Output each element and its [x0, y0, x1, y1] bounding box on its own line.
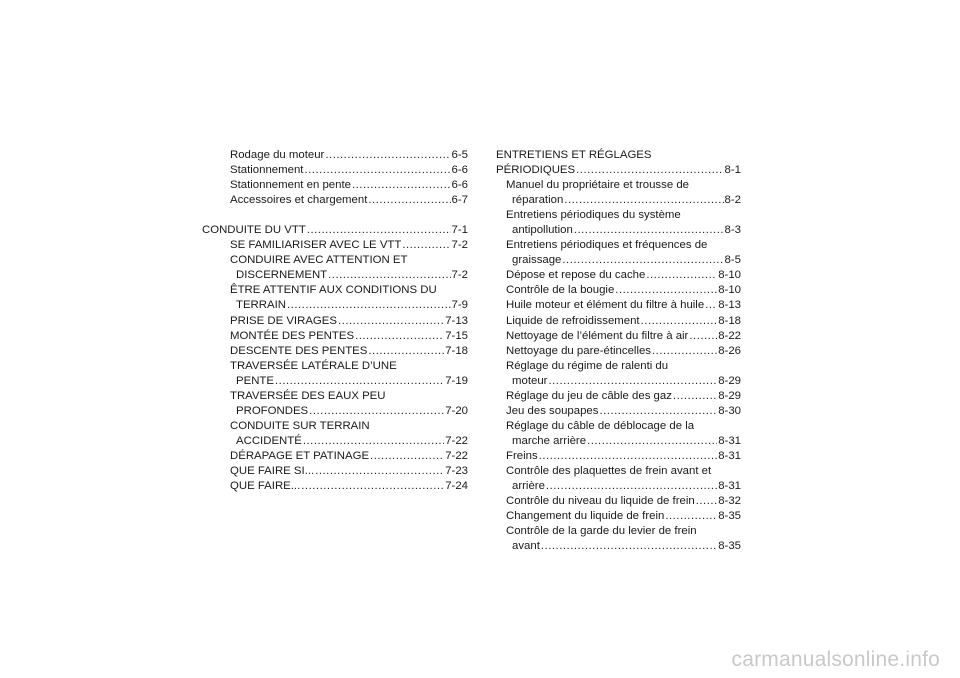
- toc-entry: [512, 193, 741, 208]
- toc-entry-title: DESCENTE DES PENTES: [230, 344, 368, 357]
- toc-entry: [506, 238, 741, 253]
- toc-entry-title: Contrôle des plaquettes de frein avant et: [506, 464, 712, 477]
- toc-entry: [506, 344, 741, 359]
- toc-leader-dots: [705, 298, 717, 313]
- toc-page-number: 8-26: [718, 344, 741, 357]
- toc-entry: [230, 344, 468, 359]
- toc-entry: [506, 359, 741, 374]
- toc-entry: [506, 208, 741, 223]
- toc-entry-title: Contrôle de la garde du levier de frein: [506, 525, 697, 538]
- toc-entry-title: ENTRETIENS ET RÉGLAGES: [496, 149, 652, 161]
- toc-entry-title: TRAVERSÉE DES EAUX PEU: [230, 389, 386, 402]
- toc-entry-title: TERRAIN: [236, 299, 286, 312]
- toc-entry-title: Réglage du régime de ralenti du: [506, 359, 669, 372]
- toc-right-column: [496, 148, 741, 554]
- toc-entry-title: MONTÉE DES PENTES: [230, 329, 355, 342]
- toc-entry-title: QUE FAIRE SI...: [230, 464, 315, 477]
- toc-entry: [230, 178, 468, 193]
- toc-entry-title: Entretiens périodiques et fréquences de: [506, 239, 708, 252]
- toc-leader-dots: [287, 298, 451, 313]
- toc-entry: [506, 449, 741, 464]
- watermark-text: carmanualsonline.info: [731, 648, 940, 671]
- toc-entry: [236, 434, 468, 449]
- toc-entry-title: Contrôle de la bougie: [506, 284, 615, 297]
- toc-page-number: 8-30: [718, 404, 741, 417]
- toc-page-number: 7-24: [445, 480, 468, 493]
- toc-leader-dots: [665, 509, 717, 524]
- toc-leader-dots: [304, 163, 450, 178]
- toc-leader-dots: [338, 314, 444, 329]
- toc-entry-title: Réglage du câble de déblocage de la: [506, 419, 695, 432]
- toc-page-number: 7-2: [451, 239, 468, 252]
- toc-page-number: 8-31: [718, 434, 741, 447]
- toc-leader-dots: [301, 479, 444, 494]
- toc-page-number: 7-22: [445, 434, 468, 447]
- toc-entry: [506, 268, 741, 283]
- toc-entry-title: DÉRAPAGE ET PATINAGE: [230, 449, 370, 462]
- toc-entry: [506, 283, 741, 298]
- toc-page-number: 7-18: [445, 344, 468, 357]
- toc-entry: [236, 298, 468, 313]
- toc-page-number: 7-15: [445, 329, 468, 342]
- toc-leader-dots: [368, 193, 450, 208]
- toc-page-number: 7-9: [451, 299, 468, 312]
- toc-leader-dots: [615, 283, 717, 298]
- toc-page-number: 7-22: [445, 449, 468, 462]
- toc-leader-dots: [576, 163, 723, 178]
- toc-entry-title: moteur: [512, 374, 548, 387]
- toc-leader-dots: [402, 238, 450, 253]
- toc-entry-title: Dépose et repose du cache: [506, 269, 646, 282]
- toc-entry-title: CONDUITE SUR TERRAIN: [230, 419, 370, 432]
- toc-entry: [506, 178, 741, 193]
- toc-entry: [512, 374, 741, 389]
- toc-leader-dots: [541, 539, 717, 554]
- toc-entry-title: Freins: [506, 449, 538, 462]
- toc-entry: [230, 283, 468, 298]
- toc-entry: [202, 223, 468, 238]
- toc-leader-dots: [325, 148, 450, 163]
- toc-entry-title: graissage: [512, 254, 562, 267]
- toc-page-number: 8-18: [718, 314, 741, 327]
- toc-page-number: 6-7: [451, 194, 468, 207]
- toc-entry-title: Nettoyage de l’élément du filtre à air: [506, 329, 689, 342]
- toc-entry-title: CONDUIRE AVEC ATTENTION ET: [230, 254, 408, 267]
- toc-entry: [496, 148, 741, 163]
- toc-page-number: 8-35: [718, 540, 741, 553]
- toc-left-column: [202, 148, 468, 494]
- toc-page-number: 8-35: [718, 510, 741, 523]
- toc-leader-dots: [641, 314, 718, 329]
- toc-entry-title: ÊTRE ATTENTIF AUX CONDITIONS DU: [230, 284, 437, 297]
- toc-leader-dots: [689, 329, 717, 344]
- toc-entry: [506, 524, 741, 539]
- toc-entry-title: Rodage du moteur: [230, 149, 325, 161]
- toc-page-number: 7-1: [451, 224, 468, 237]
- toc-leader-dots: [539, 449, 718, 464]
- toc-entry: [236, 404, 468, 419]
- toc-entry-title: Nettoyage du pare-étincelles: [506, 344, 652, 357]
- toc-entry-title: Liquide de refroidissement: [506, 314, 640, 327]
- toc-leader-dots: [562, 253, 723, 268]
- toc-entry: [230, 193, 468, 208]
- toc-page-number: 8-5: [724, 254, 741, 267]
- toc-page-number: 7-20: [445, 404, 468, 417]
- toc-spacer: [230, 208, 468, 223]
- toc-leader-dots: [646, 268, 717, 283]
- toc-leader-dots: [564, 193, 723, 208]
- toc-leader-dots: [368, 344, 444, 359]
- toc-entry-title: Manuel du propriétaire et trousse de: [506, 179, 689, 192]
- toc-entry-title: CONDUITE DU VTT: [202, 224, 306, 237]
- toc-entry: [506, 509, 741, 524]
- toc-entry-title: marche arrière: [512, 434, 587, 447]
- toc-entry: [230, 479, 468, 494]
- toc-entry: [230, 359, 468, 374]
- toc-leader-dots: [309, 404, 444, 419]
- toc-leader-dots: [370, 449, 444, 464]
- toc-page-number: 8-22: [718, 329, 741, 342]
- toc-page-number: 8-29: [718, 374, 741, 387]
- toc-entry: [230, 449, 468, 464]
- toc-entry: [506, 389, 741, 404]
- toc-page-number: 8-10: [718, 269, 741, 282]
- toc-leader-dots: [352, 178, 451, 193]
- toc-leader-dots: [328, 268, 450, 283]
- toc-leader-dots: [275, 374, 444, 389]
- toc-leader-dots: [315, 464, 444, 479]
- toc-leader-dots: [696, 494, 717, 509]
- toc-entry-title: antipollution: [512, 224, 573, 237]
- toc-leader-dots: [587, 434, 717, 449]
- toc-entry-title: ACCIDENTÉ: [236, 434, 302, 447]
- toc-leader-dots: [307, 223, 451, 238]
- toc-page-number: 8-3: [724, 224, 741, 237]
- toc-page-number: 6-5: [451, 149, 468, 161]
- toc-entry-title: arrière: [512, 480, 545, 493]
- toc-entry-title: QUE FAIRE...: [230, 480, 301, 493]
- toc-entry: [506, 298, 741, 313]
- toc-page-number: 8-31: [718, 449, 741, 462]
- toc-entry: [506, 494, 741, 509]
- toc-entry-title: réparation: [512, 194, 564, 207]
- toc-entry: [506, 464, 741, 479]
- toc-entry-title: PRISE DE VIRAGES: [230, 314, 337, 327]
- toc-entry: [512, 539, 741, 554]
- toc-entry-title: PROFONDES: [236, 404, 309, 417]
- toc-entry: [230, 329, 468, 344]
- toc-entry-title: Changement du liquide de frein: [506, 510, 665, 523]
- toc-page-number: 8-1: [724, 164, 741, 177]
- toc-entry: [230, 419, 468, 434]
- toc-page-number: 6-6: [451, 164, 468, 177]
- toc-entry: [230, 314, 468, 329]
- toc-leader-dots: [574, 223, 724, 238]
- toc-leader-dots: [548, 374, 717, 389]
- toc-entry-title: PENTE: [236, 374, 274, 387]
- toc-entry-title: Réglage du jeu de câble des gaz: [506, 389, 672, 402]
- toc-entry: [506, 404, 741, 419]
- toc-entry: [230, 464, 468, 479]
- toc-page-number: 8-32: [718, 495, 741, 508]
- toc-entry-title: Stationnement en pente: [230, 179, 351, 192]
- toc-entry: [230, 148, 468, 163]
- toc-entry: [230, 253, 468, 268]
- toc-entry-title: DISCERNEMENT: [236, 269, 328, 282]
- toc-entry: [230, 238, 468, 253]
- toc-entry-title: Accessoires et chargement: [230, 194, 368, 207]
- toc-page-number: 7-2: [451, 269, 468, 282]
- toc-page-number: 8-29: [718, 389, 741, 402]
- toc-page-number: 8-10: [718, 284, 741, 297]
- toc-page-number: 8-2: [724, 194, 741, 207]
- toc-entry-title: Jeu des soupapes: [506, 404, 599, 417]
- toc-entry: [236, 268, 468, 283]
- toc-page-number: 8-13: [718, 299, 741, 312]
- toc-entry: [512, 434, 741, 449]
- toc-entry-title: Contrôle du niveau du liquide de frein: [506, 495, 695, 508]
- toc-leader-dots: [652, 344, 717, 359]
- toc-entry-title: Huile moteur et élément du filtre à huile: [506, 299, 705, 312]
- toc-page-number: 8-31: [718, 480, 741, 493]
- toc-leader-dots: [599, 404, 717, 419]
- toc-entry-title: avant: [512, 540, 540, 553]
- toc-entry-title: Stationnement: [230, 164, 304, 177]
- toc-page-number: 7-13: [445, 314, 468, 327]
- toc-leader-dots: [546, 479, 717, 494]
- toc-entry: [506, 419, 741, 434]
- toc-leader-dots: [303, 434, 444, 449]
- toc-entry-title: TRAVERSÉE LATÉRALE D’UNE: [230, 359, 397, 372]
- toc-entry: [506, 314, 741, 329]
- toc-entry-title: SE FAMILIARISER AVEC LE VTT: [230, 239, 402, 252]
- toc-entry: [230, 389, 468, 404]
- toc-entry: [512, 479, 741, 494]
- toc-page-number: 6-6: [451, 179, 468, 192]
- toc-entry: [496, 163, 741, 178]
- toc-leader-dots: [673, 389, 717, 404]
- toc-leader-dots: [355, 329, 444, 344]
- toc-entry: [230, 163, 468, 178]
- toc-entry-title: PÉRIODIQUES: [496, 164, 576, 177]
- toc-entry: [236, 374, 468, 389]
- toc-entry-title: Entretiens périodiques du système: [506, 209, 681, 222]
- toc-page-number: 7-23: [445, 464, 468, 477]
- toc-entry: [512, 223, 741, 238]
- toc-entry: [512, 253, 741, 268]
- toc-page-number: 7-19: [445, 374, 468, 387]
- toc-entry: [506, 329, 741, 344]
